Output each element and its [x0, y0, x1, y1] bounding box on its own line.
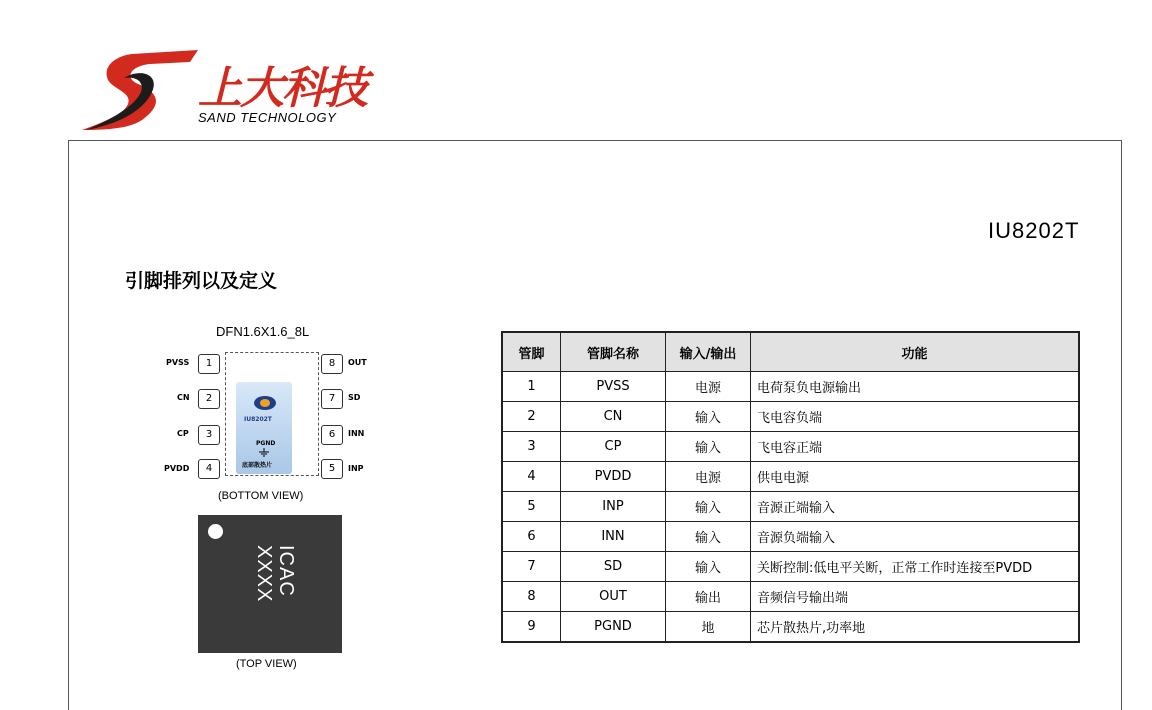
io-type-cell: 输入	[666, 402, 751, 432]
table-row	[502, 612, 1079, 643]
brand-name-cn: 上大科技	[198, 63, 366, 114]
pin1-dot-icon	[208, 524, 223, 539]
pin-number: 6	[321, 425, 343, 445]
pin-label-right: INN	[348, 429, 365, 438]
table-row	[502, 582, 1079, 612]
table-row	[502, 552, 1079, 582]
pin-number: 1	[198, 354, 220, 374]
io-type-cell: 电源	[666, 462, 751, 492]
table-header-row	[502, 332, 1079, 372]
table-body	[502, 372, 1079, 643]
pin-label-left: PVDD	[164, 464, 190, 473]
pin-number-cell: 8	[502, 582, 561, 612]
io-type-cell: 电源	[666, 372, 751, 402]
marking-line-2: XXXX	[253, 545, 275, 603]
pin-label-right: SD	[348, 393, 361, 402]
function-cell: 关断控制:低电平关断，正常工作时连接至PVDD	[751, 552, 1080, 582]
function-cell: 飞电容负端	[751, 402, 1080, 432]
package-title: DFN1.6X1.6_8L	[216, 324, 310, 339]
column-header: 功能	[751, 332, 1080, 372]
pin-label-left: PVSS	[166, 358, 190, 367]
pin-name-cell: INN	[561, 522, 666, 552]
ground-icon	[258, 448, 270, 458]
pin-number-cell: 7	[502, 552, 561, 582]
pin-number-cell: 5	[502, 492, 561, 522]
pad-sub-label: 底部散热片	[242, 462, 273, 469]
pin-number-cell: 3	[502, 432, 561, 462]
table-row	[502, 402, 1079, 432]
chip-marking	[253, 545, 297, 602]
table-row	[502, 432, 1079, 462]
pin-definition-table	[501, 331, 1080, 643]
pin-name-cell: PGND	[561, 612, 666, 643]
pin-name-cell: SD	[561, 552, 666, 582]
pin-number: 2	[198, 389, 220, 409]
pin-label-left: CN	[177, 393, 190, 402]
pin-number: 4	[198, 459, 220, 479]
function-cell: 飞电容正端	[751, 432, 1080, 462]
thermal-pad	[236, 382, 292, 474]
io-type-cell: 输入	[666, 552, 751, 582]
bottom-view-label: (BOTTOM VIEW)	[218, 490, 304, 502]
table-row	[502, 372, 1079, 402]
function-cell: 音频信号输出端	[751, 582, 1080, 612]
pin-name-cell: PVDD	[561, 462, 666, 492]
io-type-cell: 输入	[666, 432, 751, 462]
brand-name-en: SAND TECHNOLOGY	[198, 110, 337, 125]
pin-number-cell: 2	[502, 402, 561, 432]
pin-name-cell: CP	[561, 432, 666, 462]
pin-name-cell: CN	[561, 402, 666, 432]
table-row	[502, 522, 1079, 552]
pin-number-cell: 9	[502, 612, 561, 643]
io-type-cell: 输入	[666, 492, 751, 522]
chip-logo-icon	[253, 394, 277, 412]
pin-name-cell: OUT	[561, 582, 666, 612]
io-type-cell: 输入	[666, 522, 751, 552]
function-cell: 电荷泵负电源输出	[751, 372, 1080, 402]
pin-number-cell: 4	[502, 462, 561, 492]
pin-name-cell: INP	[561, 492, 666, 522]
part-number: IU8202T	[988, 218, 1080, 243]
marking-line-1: ICAC	[275, 545, 297, 597]
io-type-cell: 地	[666, 612, 751, 643]
chip-name: IU8202T	[244, 416, 272, 423]
column-header: 输入/输出	[666, 332, 751, 372]
table-row	[502, 492, 1079, 522]
pad-label: PGND	[256, 440, 276, 447]
pin-number: 8	[321, 354, 343, 374]
section-title: 引脚排列以及定义	[125, 270, 278, 292]
pin-number-cell: 1	[502, 372, 561, 402]
function-cell: 供电电源	[751, 462, 1080, 492]
table-row	[502, 462, 1079, 492]
column-header: 管脚名称	[561, 332, 666, 372]
company-logo	[80, 44, 370, 134]
pin-name-cell: PVSS	[561, 372, 666, 402]
pin-number: 7	[321, 389, 343, 409]
pin-label-right: OUT	[348, 358, 367, 367]
top-view-label: (TOP VIEW)	[236, 658, 297, 670]
function-cell: 芯片散热片,功率地	[751, 612, 1080, 643]
function-cell: 音源负端输入	[751, 522, 1080, 552]
io-type-cell: 输出	[666, 582, 751, 612]
pin-number: 3	[198, 425, 220, 445]
pin-number: 5	[321, 459, 343, 479]
top-view-chip	[198, 515, 342, 653]
pin-number-cell: 6	[502, 522, 561, 552]
pin-label-right: INP	[348, 464, 364, 473]
pin-label-left: CP	[177, 429, 189, 438]
column-header: 管脚	[502, 332, 561, 372]
function-cell: 音源正端输入	[751, 492, 1080, 522]
